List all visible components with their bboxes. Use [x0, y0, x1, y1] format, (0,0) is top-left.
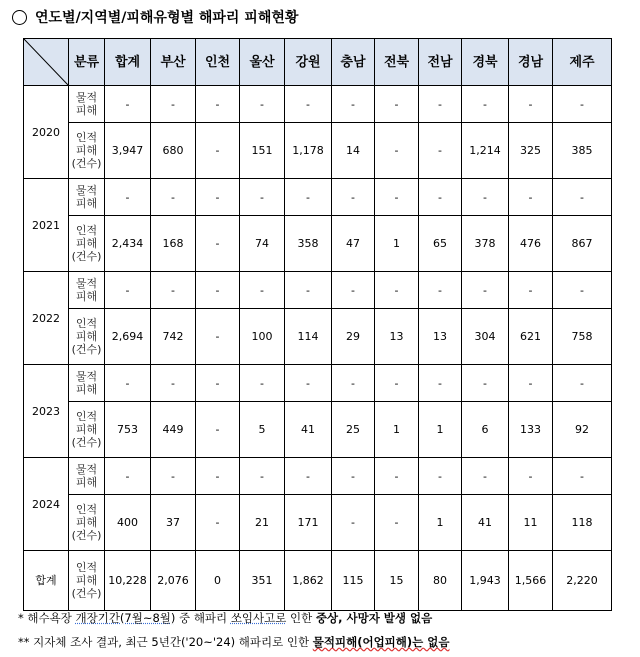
category-label-line: 피해 — [75, 516, 98, 529]
category-label-line: 물적 — [75, 370, 98, 383]
value-cell: 476 — [509, 216, 553, 272]
value-cell: - — [196, 179, 240, 216]
table-row — [24, 86, 612, 123]
value-cell: 5 — [240, 402, 285, 458]
value-cell: - — [462, 365, 509, 402]
footnote-1 — [18, 610, 432, 626]
value-cell: 621 — [509, 309, 553, 365]
category-label-line: 피해 — [75, 104, 98, 117]
value-cell: - — [462, 458, 509, 495]
value-cell: 13 — [375, 309, 419, 365]
value-cell: - — [553, 458, 612, 495]
value-cell: - — [509, 86, 553, 123]
value-cell: - — [553, 179, 612, 216]
value-cell: - — [419, 458, 462, 495]
value-cell: - — [375, 86, 419, 123]
value-cell: 449 — [151, 402, 196, 458]
table-row — [24, 365, 612, 402]
value-cell: 168 — [151, 216, 196, 272]
table-row — [24, 402, 612, 458]
total-value-cell: 1,566 — [509, 551, 553, 611]
note1-prefix: * 해수욕장 — [18, 611, 76, 625]
value-cell: - — [553, 86, 612, 123]
value-cell: - — [285, 86, 332, 123]
category-label-line: 물적 — [75, 184, 98, 197]
category-label-line: 인적 — [75, 131, 98, 144]
value-cell: 25 — [332, 402, 375, 458]
value-cell: 680 — [151, 123, 196, 179]
value-cell: 151 — [240, 123, 285, 179]
value-cell: 325 — [509, 123, 553, 179]
category-label-line: 물적 — [75, 463, 98, 476]
category-label-line: 인적 — [75, 410, 98, 423]
value-cell: - — [285, 179, 332, 216]
category-label-line: 인적 — [75, 317, 98, 330]
note1-middle: 중 해파리 — [175, 611, 231, 625]
value-cell: 1 — [419, 402, 462, 458]
category-label-line: 피해 — [75, 144, 98, 157]
category-cell-human — [69, 402, 105, 458]
category-label-line: 피해 — [75, 237, 98, 250]
category-label-line: (건수) — [71, 157, 102, 170]
year-cell: 2024 — [24, 458, 69, 551]
category-cell-human — [69, 495, 105, 551]
header-region: 충남 — [332, 39, 375, 86]
value-cell: - — [151, 86, 196, 123]
year-cell: 2020 — [24, 86, 69, 179]
value-cell: - — [462, 272, 509, 309]
table-body — [24, 86, 612, 611]
header-region: 전남 — [419, 39, 462, 86]
category-label-line: 피해 — [75, 290, 98, 303]
value-cell: - — [375, 179, 419, 216]
value-cell: - — [240, 86, 285, 123]
value-cell: - — [509, 272, 553, 309]
category-label-line: 인적 — [75, 561, 98, 574]
category-label-line: 인적 — [75, 503, 98, 516]
category-cell-material — [69, 179, 105, 216]
total-value-cell: 1,943 — [462, 551, 509, 611]
total-label: 합계 — [24, 551, 69, 611]
category-label-line: (건수) — [71, 343, 102, 356]
value-cell: - — [105, 365, 151, 402]
value-cell: 385 — [553, 123, 612, 179]
value-cell: 304 — [462, 309, 509, 365]
value-cell: 41 — [285, 402, 332, 458]
header-region: 인천 — [196, 39, 240, 86]
value-cell: - — [105, 272, 151, 309]
value-cell: 2,434 — [105, 216, 151, 272]
total-value-cell: 115 — [332, 551, 375, 611]
value-cell: 74 — [240, 216, 285, 272]
value-cell: 21 — [240, 495, 285, 551]
value-cell: - — [419, 179, 462, 216]
table-row — [24, 123, 612, 179]
category-label-line: 피해 — [75, 423, 98, 436]
circle-bullet-icon — [12, 10, 27, 25]
category-label-line: (건수) — [71, 529, 102, 542]
category-label-line: 물적 — [75, 277, 98, 290]
value-cell: - — [509, 458, 553, 495]
value-cell: 65 — [419, 216, 462, 272]
value-cell: 1 — [375, 402, 419, 458]
value-cell: - — [151, 179, 196, 216]
category-label-line: 물적 — [75, 91, 98, 104]
value-cell: - — [419, 365, 462, 402]
value-cell: - — [196, 272, 240, 309]
value-cell: 171 — [285, 495, 332, 551]
total-value-cell: 2,076 — [151, 551, 196, 611]
diagonal-corner-cell — [24, 39, 69, 86]
note1-sting: 쏘임사고로 — [230, 611, 287, 625]
value-cell: 133 — [509, 402, 553, 458]
table-row — [24, 458, 612, 495]
year-cell: 2023 — [24, 365, 69, 458]
value-cell: - — [419, 123, 462, 179]
total-row — [24, 551, 612, 611]
category-label-line: (건수) — [71, 587, 102, 600]
header-region: 경남 — [509, 39, 553, 86]
value-cell: - — [196, 402, 240, 458]
value-cell: - — [419, 86, 462, 123]
value-cell: - — [196, 123, 240, 179]
value-cell: - — [419, 272, 462, 309]
value-cell: 47 — [332, 216, 375, 272]
value-cell: - — [240, 458, 285, 495]
value-cell: - — [151, 458, 196, 495]
header-region: 경북 — [462, 39, 509, 86]
category-label-line: 피해 — [75, 476, 98, 489]
value-cell: - — [375, 365, 419, 402]
value-cell: - — [105, 86, 151, 123]
table-row — [24, 309, 612, 365]
value-cell: - — [151, 365, 196, 402]
value-cell: - — [375, 272, 419, 309]
value-cell: 1 — [419, 495, 462, 551]
value-cell: - — [553, 272, 612, 309]
category-cell-material — [69, 272, 105, 309]
value-cell: - — [462, 86, 509, 123]
header-region: 제주 — [553, 39, 612, 86]
value-cell: 758 — [553, 309, 612, 365]
damage-table — [23, 38, 612, 611]
total-value-cell: 15 — [375, 551, 419, 611]
value-cell: - — [196, 309, 240, 365]
header-region: 울산 — [240, 39, 285, 86]
category-cell-human — [69, 123, 105, 179]
value-cell: - — [285, 458, 332, 495]
value-cell: 100 — [240, 309, 285, 365]
category-cell-material — [69, 458, 105, 495]
note1-bold: 중상, 사망자 발생 없음 — [315, 611, 433, 625]
value-cell: 742 — [151, 309, 196, 365]
value-cell: 92 — [553, 402, 612, 458]
category-cell-human — [69, 216, 105, 272]
value-cell: - — [332, 86, 375, 123]
header-row — [24, 39, 612, 86]
header-region: 부산 — [151, 39, 196, 86]
value-cell: - — [375, 495, 419, 551]
value-cell: - — [553, 365, 612, 402]
value-cell: - — [375, 123, 419, 179]
value-cell: 37 — [151, 495, 196, 551]
section-title — [12, 6, 298, 28]
value-cell: - — [196, 365, 240, 402]
header-category: 분류 — [69, 39, 105, 86]
value-cell: - — [196, 86, 240, 123]
value-cell: 2,694 — [105, 309, 151, 365]
total-value-cell: 1,862 — [285, 551, 332, 611]
value-cell: 1,214 — [462, 123, 509, 179]
title-text: 연도별/지역별/피해유형별 해파리 피해현황 — [35, 10, 299, 26]
value-cell: - — [332, 365, 375, 402]
category-label-line: 피해 — [75, 197, 98, 210]
value-cell: 358 — [285, 216, 332, 272]
value-cell: 3,947 — [105, 123, 151, 179]
value-cell: 378 — [462, 216, 509, 272]
table-row — [24, 179, 612, 216]
header-region: 전북 — [375, 39, 419, 86]
value-cell: 14 — [332, 123, 375, 179]
value-cell: 867 — [553, 216, 612, 272]
table-row — [24, 495, 612, 551]
value-cell: - — [285, 272, 332, 309]
value-cell: - — [332, 495, 375, 551]
header-region: 강원 — [285, 39, 332, 86]
note2-prefix: ** 지자체 조사 결과, 최근 5년간('20~'24) 해파리로 인한 — [18, 635, 313, 649]
table-row — [24, 216, 612, 272]
category-cell-material — [69, 365, 105, 402]
table-row — [24, 272, 612, 309]
value-cell: 1 — [375, 216, 419, 272]
value-cell: - — [332, 458, 375, 495]
total-value-cell: 80 — [419, 551, 462, 611]
category-cell-human — [69, 551, 105, 611]
value-cell: 11 — [509, 495, 553, 551]
value-cell: - — [240, 179, 285, 216]
note1-rest: 인한 — [286, 611, 316, 625]
header-region: 합계 — [105, 39, 151, 86]
value-cell: 41 — [462, 495, 509, 551]
value-cell: - — [105, 458, 151, 495]
value-cell: - — [375, 458, 419, 495]
year-cell: 2021 — [24, 179, 69, 272]
value-cell: - — [462, 179, 509, 216]
value-cell: - — [509, 179, 553, 216]
value-cell: - — [151, 272, 196, 309]
category-label-line: 인적 — [75, 224, 98, 237]
value-cell: - — [285, 365, 332, 402]
value-cell: 400 — [105, 495, 151, 551]
category-label-line: (건수) — [71, 436, 102, 449]
value-cell: 29 — [332, 309, 375, 365]
total-value-cell: 10,228 — [105, 551, 151, 611]
value-cell: - — [196, 216, 240, 272]
value-cell: - — [196, 458, 240, 495]
year-cell: 2022 — [24, 272, 69, 365]
total-value-cell: 351 — [240, 551, 285, 611]
value-cell: - — [240, 365, 285, 402]
value-cell: - — [196, 495, 240, 551]
category-label-line: 피해 — [75, 330, 98, 343]
total-value-cell: 2,220 — [553, 551, 612, 611]
value-cell: 13 — [419, 309, 462, 365]
note2-bold: 물적피해(어업피해)는 없음 — [312, 635, 450, 649]
value-cell: - — [105, 179, 151, 216]
total-value-cell: 0 — [196, 551, 240, 611]
value-cell: 118 — [553, 495, 612, 551]
footnote-2 — [18, 634, 449, 650]
value-cell: 753 — [105, 402, 151, 458]
category-cell-material — [69, 86, 105, 123]
value-cell: - — [332, 272, 375, 309]
category-label-line: (건수) — [71, 250, 102, 263]
value-cell: 6 — [462, 402, 509, 458]
category-cell-human — [69, 309, 105, 365]
category-label-line: 피해 — [75, 383, 98, 396]
note1-period: 개장기간(7월~8월) — [75, 611, 176, 625]
value-cell: 1,178 — [285, 123, 332, 179]
value-cell: 114 — [285, 309, 332, 365]
value-cell: - — [332, 179, 375, 216]
category-label-line: 피해 — [75, 574, 98, 587]
diagonal-line-icon — [24, 39, 68, 85]
value-cell: - — [240, 272, 285, 309]
value-cell: - — [509, 365, 553, 402]
